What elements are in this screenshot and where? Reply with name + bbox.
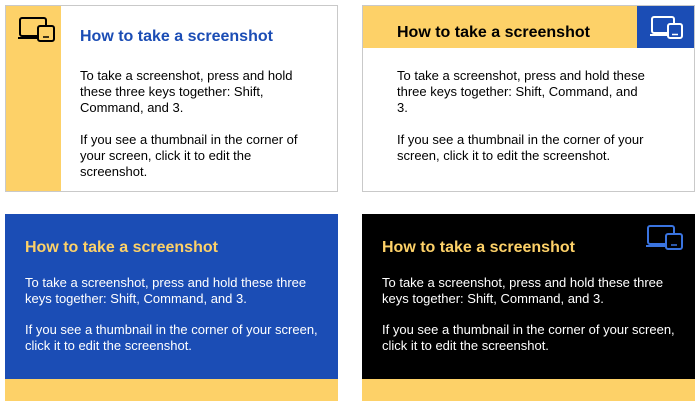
card-paragraph-instructions: To take a screenshot, press and hold these three keys together: Shift, Command, and 3. xyxy=(382,275,664,306)
card-footer-bar xyxy=(5,379,338,401)
devices-icon xyxy=(646,224,684,250)
info-card-white-header xyxy=(362,5,695,192)
info-card-black xyxy=(362,214,695,401)
card-paragraph-instructions: To take a screenshot, press and hold these three keys together: Shift, Command, and 3. xyxy=(397,68,645,115)
card-paragraph-thumbnail: If you see a thumbnail in the corner of your screen, click it to edit the screenshot. xyxy=(25,322,318,353)
card-paragraph-thumbnail: If you see a thumbnail in the corner of your screen, click it to edit the screenshot. xyxy=(397,132,644,163)
card-title: How to take a screenshot xyxy=(80,28,273,45)
card-paragraph-thumbnail: If you see a thumbnail in the corner of your screen, click it to edit the screenshot. xyxy=(382,322,675,353)
card-icon-box xyxy=(637,6,694,48)
card-title: How to take a screenshot xyxy=(382,239,575,256)
card-paragraph-instructions: To take a screenshot, press and hold these three keys together: Shift, Command, and 3. xyxy=(25,275,307,306)
devices-icon xyxy=(18,16,56,42)
devices-icon xyxy=(650,15,684,39)
card-paragraph-instructions: To take a screenshot, press and hold these three keys together: Shift, Command, and 3. xyxy=(80,68,293,115)
info-card-white-left-strip xyxy=(5,5,338,192)
card-footer-bar xyxy=(362,379,695,401)
card-title: How to take a screenshot xyxy=(25,239,218,256)
card-title: How to take a screenshot xyxy=(397,24,590,41)
info-card-blue xyxy=(5,214,338,401)
card-paragraph-thumbnail: If you see a thumbnail in the corner of your screen, click it to edit the screenshot. xyxy=(80,132,298,179)
